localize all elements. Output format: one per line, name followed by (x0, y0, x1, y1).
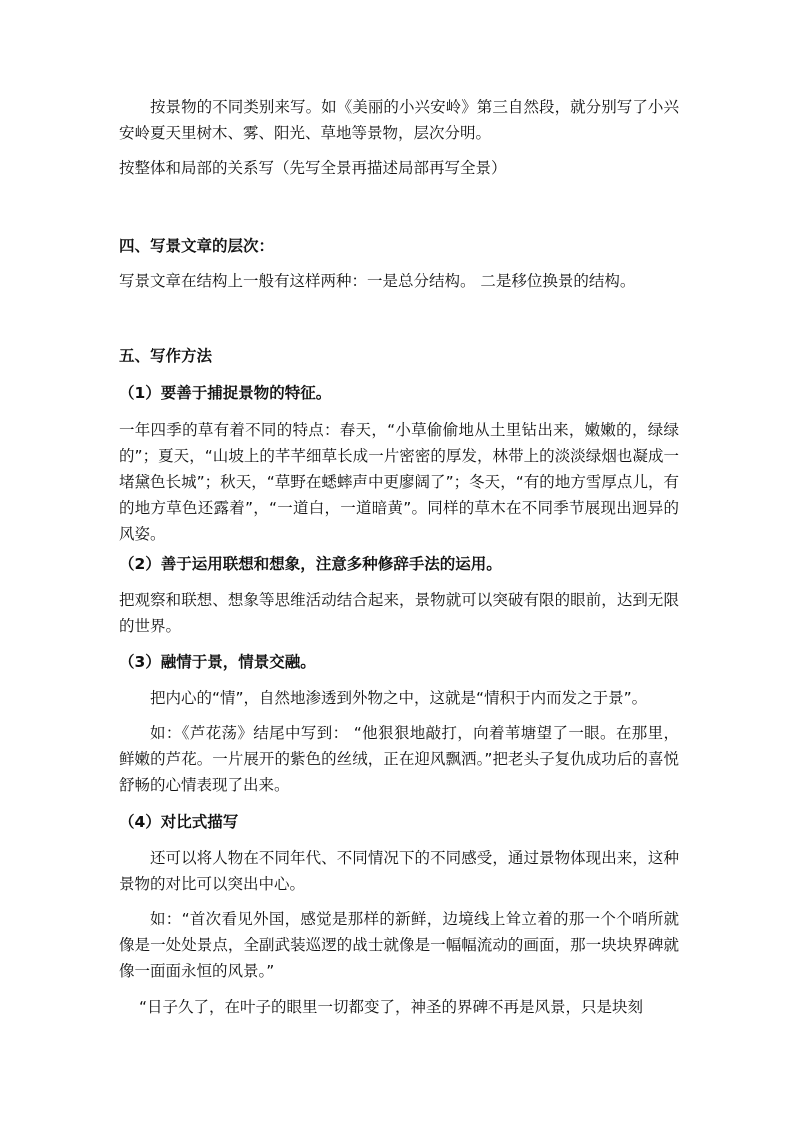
paragraph-structure: 写景文章在结构上一般有这样两种：一是总分结构。 二是移位换景的结构。 (119, 272, 636, 290)
paragraph-reed-example: 如：《芦花荡》结尾中写到： “他狠狠地敲打，向着苇塘望了一眼。在那里，鲜嫩的芦花。一片展开的紫色的丝绒，正在迎风飘洒。”把老头子复仇成功后的喜悦舒畅的心情表现了出来。 (119, 724, 679, 794)
paragraph-border-example: 如：“首次看见外国，感觉是那样的新鲜，边境线上耸立着的那一个个哨所就像是一处处景点，全副武装巡逻的战士就像是一幅幅流动的画面，那一块块界碑就像一面面永恒的风景。” (119, 910, 679, 980)
subheading-four: （4）对比式描写 (119, 813, 239, 831)
paragraph-grass-seasons: 一年四季的草有着不同的特点：春天，“小草偷偷地从土里钻出来，嫩嫩的，绿绿的”；夏天，“山坡上的芊芊细草长成一片密密的厚发，林带上的淡淡绿烟也凝成一堵黛色长城”；秋天，“草野在蟋蟀声中更廖阔了”；冬天，“有的地方雪厚点儿，有的地方草色还露着”，“一道白，一道暗黄”。同样的草木在不同季节展现出迥异的风姿。 (119, 421, 679, 543)
subheading-three: （3）融情于景，情景交融。 (119, 653, 316, 671)
section-heading-four: 四、写景文章的层次： (119, 237, 275, 255)
paragraph-imagination: 把观察和联想、想象等思维活动结合起来，景物就可以突破有限的眼前，达到无限的世界。 (119, 591, 679, 635)
paragraph-contrast: 还可以将人物在不同年代、不同情况下的不同感受，通过景物体现出来，这种景物的对比可以突出中心。 (119, 849, 679, 893)
paragraph-continued: “日子久了，在叶子的眼里一切都变了，神圣的界碑不再是风景，只是块刻 (139, 998, 644, 1016)
paragraph-emotion: 把内心的“情”，自然地渗透到外物之中，这就是“情积于内而发之于景”。 (150, 689, 648, 707)
paragraph-whole-part-writing: 按整体和局部的关系写（先写全景再描述局部再写全景） (119, 159, 507, 177)
paragraph-category-writing: 按景物的不同类别来写。如《美丽的小兴安岭》第三自然段，就分别写了小兴安岭夏天里树木、雾、阳光、草地等景物，层次分明。 (119, 98, 679, 142)
subheading-one: （1）要善于捕捉景物的特征。 (119, 384, 332, 402)
subheading-two: （2）善于运用联想和想象，注意多种修辞手法的运用。 (119, 555, 502, 573)
section-heading-five: 五、写作方法 (119, 347, 213, 365)
